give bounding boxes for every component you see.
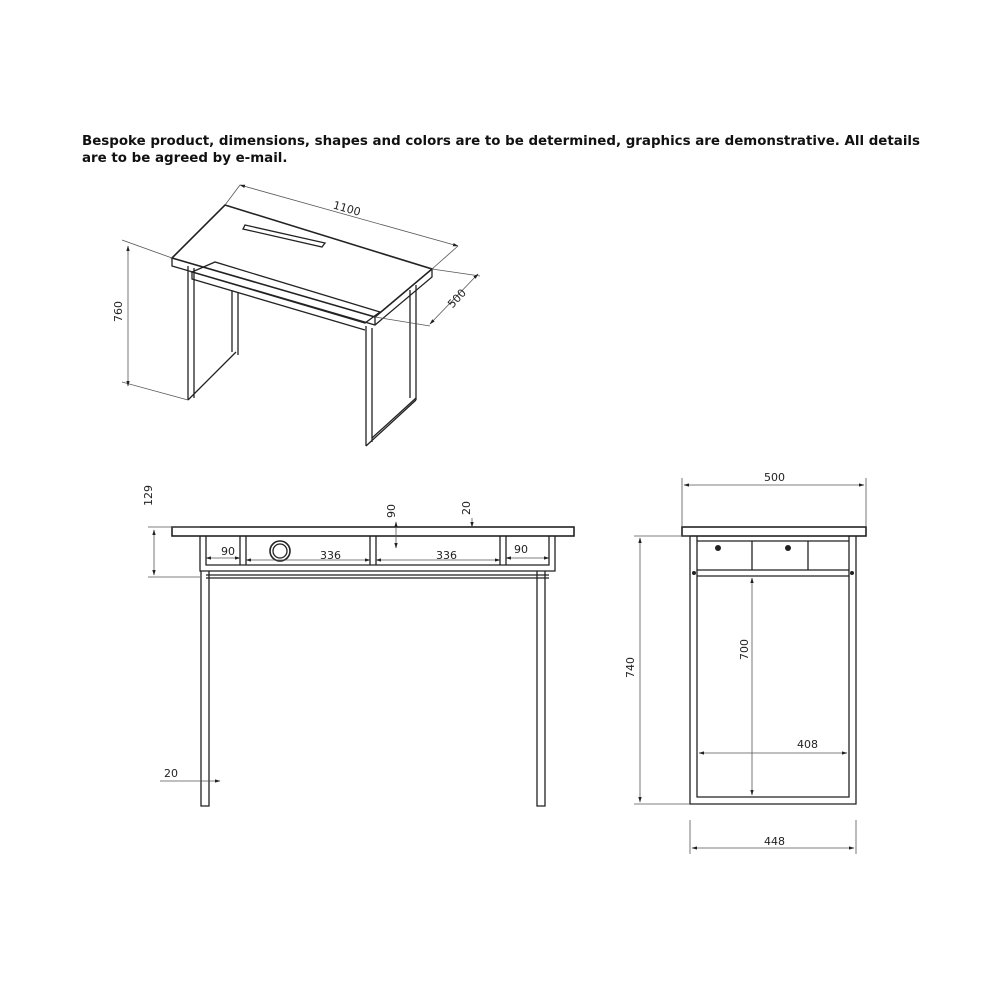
dim-front-top-thickness: 20 [460, 501, 473, 515]
dim-side-inner-width: 408 [797, 738, 818, 751]
drawer-knob-right [785, 545, 791, 551]
dim-front-side-gap-right: 90 [514, 543, 528, 556]
iso-cable-slot [243, 225, 325, 247]
front-left-leg [201, 571, 209, 806]
dim-side-height: 740 [624, 657, 637, 678]
dim-iso-width: 1100 [331, 198, 363, 219]
front-view [142, 485, 574, 806]
iso-right-frame [366, 285, 416, 446]
iso-left-frame [188, 266, 238, 400]
drawer-knob-left [715, 545, 721, 551]
dim-front-compartment-left: 336 [320, 549, 341, 562]
dim-iso-height: 760 [112, 301, 125, 322]
dim-front-compartment-right: 336 [436, 549, 457, 562]
iso-shelf [192, 262, 380, 323]
side-view [624, 471, 866, 854]
dim-front-mid-thickness: 90 [385, 504, 398, 518]
iso-tabletop [172, 205, 432, 317]
disclaimer-text: Bespoke product, dimensions, shapes and colors are to be determined, graphics are demonstrative. All details are to be agreed by e-mail. [82, 134, 920, 166]
dim-front-leg-width: 20 [164, 767, 178, 780]
dim-side-frame-width: 448 [764, 835, 785, 848]
front-tabletop [172, 527, 574, 536]
isometric-view [112, 185, 480, 446]
side-tabletop [682, 527, 866, 536]
front-right-leg [537, 571, 545, 806]
front-compartment [200, 536, 555, 571]
dim-front-top-height: 129 [142, 485, 155, 506]
dim-iso-depth: 500 [445, 286, 469, 311]
dim-side-inner-height: 700 [738, 639, 751, 660]
dim-side-top-width: 500 [764, 471, 785, 484]
dim-front-side-gap-left: 90 [221, 545, 235, 558]
